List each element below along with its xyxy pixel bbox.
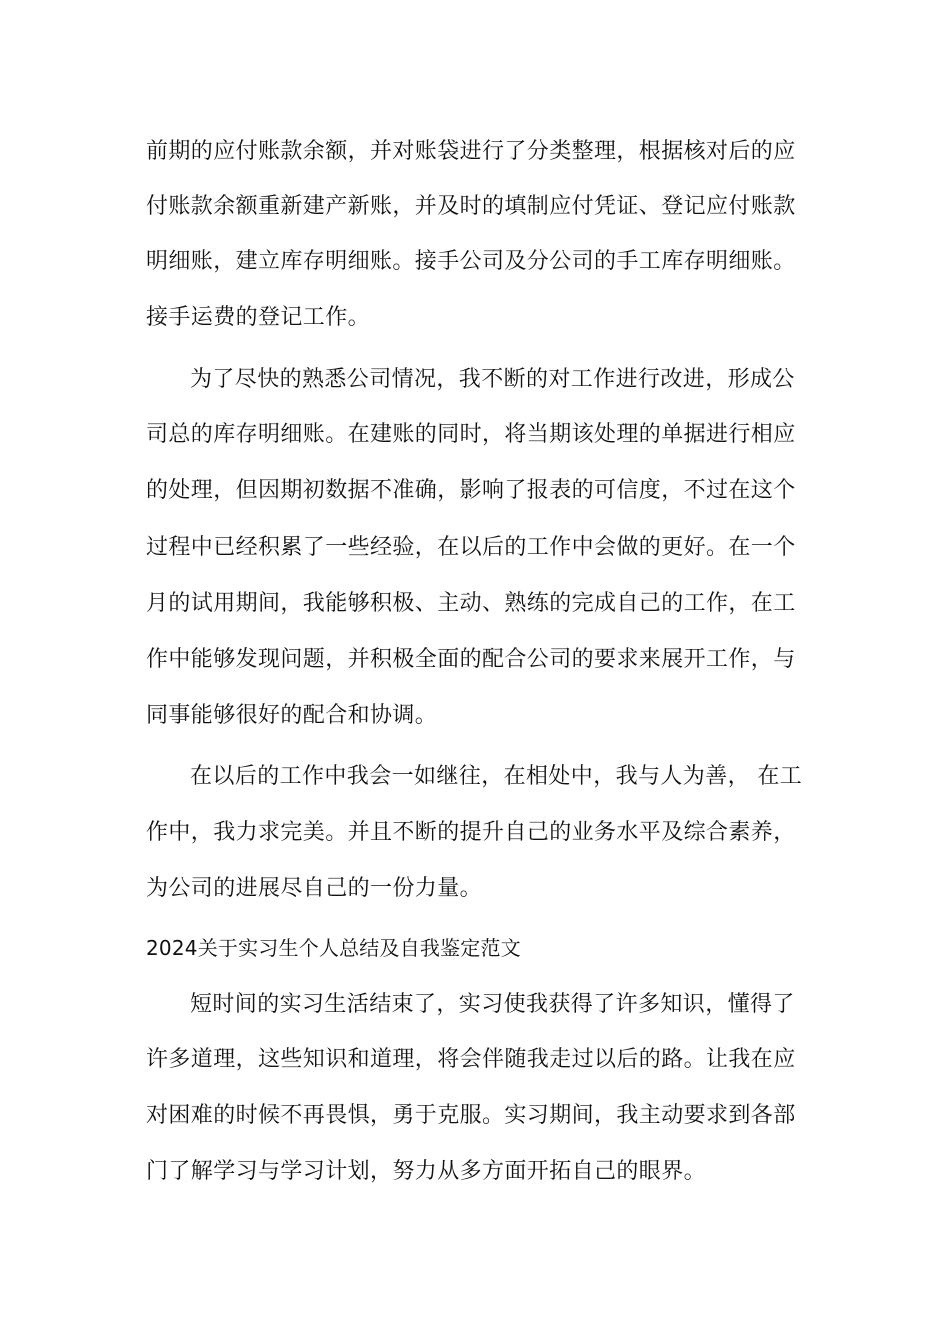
paragraph-line: 作中，我力求完美。并且不断的提升自己的业务水平及综合素养，: [146, 820, 796, 845]
paragraph-line: 门了解学习与学习计划，努力从多方面开拓自己的眼界。: [146, 1159, 707, 1184]
paragraph-line: 在以后的工作中我会一如继往，在相处中，我与人为善， 在工: [190, 764, 803, 789]
paragraph-line: 过程中已经积累了一些经验，在以后的工作中会做的更好。在一个: [146, 535, 796, 560]
paragraph-line: 为公司的进展尽自己的一份力量。: [146, 876, 483, 901]
section-heading: 2024关于实习生个人总结及自我鉴定范文: [146, 936, 521, 960]
paragraph-line: 作中能够发现问题，并积极全面的配合公司的要求来展开工作，与: [146, 647, 796, 672]
paragraph-line: 为了尽快的熟悉公司情况，我不断的对工作进行改进，形成公: [190, 367, 795, 392]
paragraph-line: 月的试用期间，我能够积极、主动、熟练的完成自己的工作，在工: [146, 591, 796, 616]
paragraph-line: 接手运费的登记工作。: [146, 305, 371, 330]
paragraph-line: 的处理，但因期初数据不准确，影响了报表的可信度，不过在这个: [146, 478, 796, 503]
paragraph-line: 许多道理，这些知识和道理，将会伴随我走过以后的路。让我在应: [146, 1047, 796, 1072]
paragraph-line: 司总的库存明细账。在建账的同时，将当期该处理的单据进行相应: [146, 422, 796, 447]
paragraph-line: 前期的应付账款余额，并对账袋进行了分类整理，根据核对后的应: [146, 139, 796, 164]
paragraph-line: 付账款余额重新建产新账，并及时的填制应付凭证、登记应付账款: [146, 194, 796, 219]
paragraph-line: 对困难的时候不再畏惧，勇于克服。实习期间，我主动要求到各部: [146, 1103, 796, 1128]
paragraph-line: 同事能够很好的配合和协调。: [146, 703, 438, 728]
paragraph-line: 明细账，建立库存明细账。接手公司及分公司的手工库存明细账。: [146, 249, 796, 274]
paragraph-line: 短时间的实习生活结束了，实习使我获得了许多知识，懂得了: [190, 992, 795, 1017]
